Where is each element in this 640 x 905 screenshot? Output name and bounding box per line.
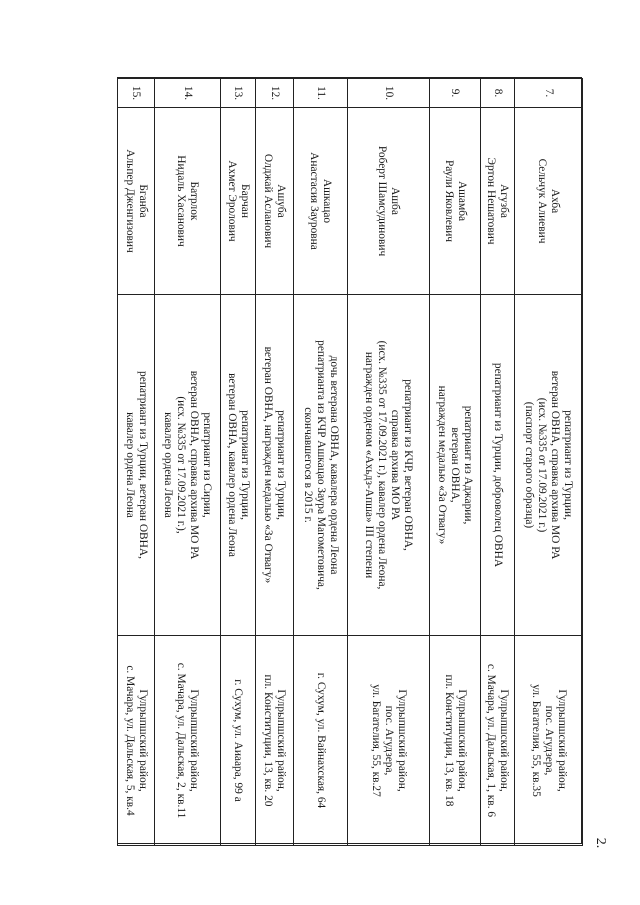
table-row — [256, 79, 294, 846]
given-names: Сельчук Алиевич — [536, 158, 549, 244]
address-line: с. Мачара, ул. Дальская, 5, кв.4 — [124, 665, 136, 816]
person-name — [118, 108, 155, 295]
description-line: кавалер ордена Леона — [124, 412, 136, 518]
person-name — [256, 108, 294, 295]
table-row — [118, 79, 155, 846]
person-address — [155, 636, 221, 846]
address-line: Гулрыпшский район, — [137, 689, 149, 792]
row-number: 12. — [256, 79, 294, 108]
given-names: Раули Яковлевич — [443, 159, 455, 243]
person-name — [481, 108, 515, 295]
given-names: Эртон Нешатович — [485, 157, 498, 245]
surname: Батрлок — [188, 181, 201, 221]
person-description — [221, 295, 256, 636]
veterans-table-frame — [117, 77, 582, 844]
description-line: ветеран ОВНА, справка архива МО РА — [549, 370, 562, 560]
veterans-table — [117, 78, 583, 846]
description-line: скончавшегося в 2015 г. — [302, 407, 314, 523]
person-address — [221, 636, 256, 846]
veterans-table-rotated — [118, 78, 583, 845]
person-address — [481, 636, 515, 846]
address-line: пл. Конституции, 13, кв. 18 — [443, 674, 455, 807]
person-address — [515, 636, 583, 846]
description-line: ветеран ОВНА, награжден медалью «За Отвагу» — [262, 346, 275, 584]
description-line: (паспорт старого образца) — [523, 401, 536, 529]
description-line: репатриант из Турции, — [275, 410, 288, 520]
address-line: пос. Агудзера, — [543, 705, 555, 776]
description-line: (исх. №335 от 17.09.2021 г.) — [536, 397, 549, 533]
description-line: награжден орденом «Ахьдз-Апша» III степени — [363, 351, 376, 579]
address-line: с. Мачара, ул. Дальская, 1, кв. 6 — [485, 663, 498, 818]
person-description — [256, 295, 294, 636]
address-line: с. Мачара, ул. Дальская, 2, кв.11 — [175, 662, 188, 819]
table-row — [430, 79, 481, 846]
description-line: ветеран ОВНА, кавалер ордена Леона — [226, 373, 238, 557]
description-line: награжден медалью «За Отвагу» — [436, 385, 449, 545]
row-number: 8. — [481, 79, 515, 108]
surname: Барчан — [239, 184, 251, 218]
person-address — [118, 636, 155, 846]
description-line: (исх. №335 от 17.09.2021 г.), кавалер ордена Леона, — [376, 340, 389, 590]
address-line: ул. Багателия, 55, кв.35 — [530, 684, 542, 797]
description-line: репатриант из Турции, доброволец ОВНА — [492, 362, 504, 568]
person-description — [118, 295, 155, 636]
description-line: ветеран ОВНА, справка архива МО РА — [188, 370, 201, 560]
given-names: Альпер Дженгизович — [124, 149, 136, 253]
description-line: справка архива МО РА — [389, 409, 402, 521]
description-line: репатриант из Турции, — [562, 410, 575, 520]
table-row — [155, 79, 221, 846]
surname: Ахба — [549, 188, 562, 214]
address-line: Гулрыпшский район, — [396, 689, 408, 792]
page-number: 2. — [593, 837, 608, 849]
person-name — [430, 108, 481, 295]
person-description — [348, 295, 430, 636]
description-line: ветеран ОВНА, — [449, 427, 462, 503]
person-name — [515, 108, 583, 295]
description-line: кавалер ордена Леона — [162, 412, 175, 518]
person-description — [481, 295, 515, 636]
person-name — [294, 108, 348, 295]
description-line: репатриант из Сирии, — [201, 412, 214, 518]
person-address — [256, 636, 294, 846]
address-line: Гулрыпшский район, — [498, 689, 511, 792]
person-description — [430, 295, 481, 636]
address-line: ул. Багателия, 55, кв.27 — [370, 684, 382, 797]
person-address — [294, 636, 348, 846]
address-line: пл. Конституции, 13, кв. 20 — [262, 674, 275, 807]
given-names: Олджай Асланович — [262, 153, 275, 249]
table-row — [221, 79, 256, 846]
person-description — [294, 295, 348, 636]
address-line: пос. Агудзера, — [383, 705, 395, 776]
description-line: (исх. №335 от 17.09.2021 г.), — [175, 396, 188, 534]
person-address — [430, 636, 481, 846]
surname: Ашба — [389, 187, 402, 215]
given-names: Ахмет Эролович — [226, 160, 238, 242]
table-row — [294, 79, 348, 846]
description-line: дочь ветерана ОВНА, кавалера ордена Леона — [328, 355, 340, 575]
address-line: Гулрыпшский район, — [275, 689, 288, 792]
address-line: Гулрыпшский район, — [556, 689, 568, 792]
surname: Ашамба — [456, 180, 468, 222]
surname: Ашуба — [275, 184, 288, 218]
row-number: 15. — [118, 79, 155, 108]
row-number: 10. — [348, 79, 430, 108]
table-row — [481, 79, 515, 846]
table-row — [515, 79, 583, 846]
surname: Бганба — [137, 184, 149, 218]
row-number: 13. — [221, 79, 256, 108]
surname: Агузба — [498, 184, 511, 218]
description-line: репатриант из Аджарии, — [462, 405, 475, 525]
address-line: г. Сухум, ул. Аиаара, 99 а — [232, 679, 245, 802]
description-line: репатриант из Турции, ветеран ОВНА, — [137, 371, 149, 559]
person-description — [155, 295, 221, 636]
row-number: 11. — [294, 79, 348, 108]
given-names: Роберт Шамсудинович — [376, 145, 389, 257]
person-description — [515, 295, 583, 636]
person-name — [221, 108, 256, 295]
address-line: Гулрыпшский район, — [456, 689, 468, 792]
address-line: Гулрыпшский район, — [188, 689, 201, 792]
row-number: 7. — [515, 79, 583, 108]
surname: Ашкацао — [321, 178, 334, 224]
given-names: Анастасия Зауровна — [308, 152, 321, 250]
description-line: репатрианта из КЧР Ашкацао Заура Магометовича, — [315, 340, 327, 590]
person-name — [155, 108, 221, 295]
table-row — [348, 79, 430, 846]
address-line: г. Сухум, ул. Вайнахская, 64 — [315, 672, 327, 809]
person-address — [348, 636, 430, 846]
person-name — [348, 108, 430, 295]
given-names: Нидаль Хасанович — [175, 155, 188, 247]
row-number: 14. — [155, 79, 221, 108]
row-number: 9. — [430, 79, 481, 108]
description-line: репатриант из КЧР, ветеран ОВНА, — [402, 379, 415, 551]
description-line: репатриант из Турции, — [239, 410, 251, 520]
